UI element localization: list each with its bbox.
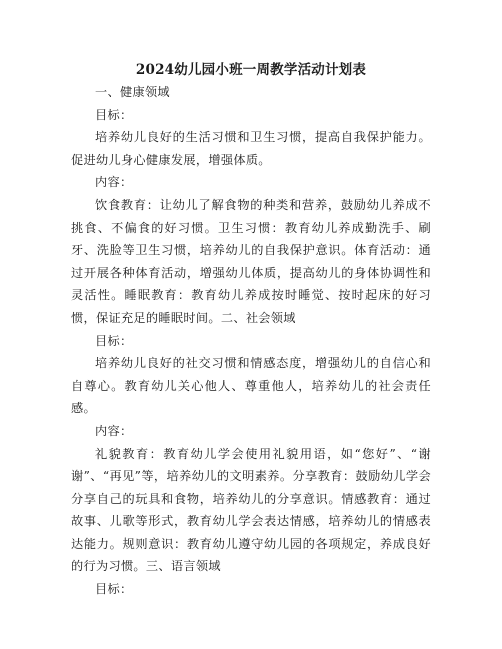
content-label: 内容： xyxy=(95,175,133,190)
goal-label: 目标： xyxy=(95,333,133,348)
document-body xyxy=(71,81,431,601)
goal-paragraph: 培养幼儿良好的生活习惯和卫生习惯，提高自我保护能力。促进幼儿身心健康发展，增强体质。 xyxy=(71,130,431,167)
goal-label: 目标： xyxy=(95,107,133,122)
section-heading-health: 一、健康领域 xyxy=(95,85,170,99)
content-paragraph: 礼貌教育：教育幼儿学会使用礼貌用语，如“您好”、“谢谢”、“再见”等，培养幼儿的文明素养。分享教育：鼓励幼儿学会分享自己的玩具和食物，培养幼儿的分享意识。情感教育：通过故事、儿歌等形式，教育幼儿学会表达情感，培养幼儿的情感表达能力。规则意识：教育幼儿遵守幼儿园的各项规定，养成良好的行为习惯。三、语言领域 xyxy=(71,446,431,574)
goal-paragraph: 培养幼儿良好的社交习惯和情感态度，增强幼儿的自信心和自尊心。教育幼儿关心他人、尊重他人，培养幼儿的社会责任感。 xyxy=(71,356,431,416)
content-paragraph: 饮食教育：让幼儿了解食物的种类和营养，鼓励幼儿养成不挑食、不偏食的好习惯。卫生习惯：教育幼儿养成勤洗手、刷牙、洗脸等卫生习惯，培养幼儿的自我保护意识。体育活动：通过开展各种体育活动，增强幼儿体质，提高幼儿的身体协调性和灵活性。睡眠教育：教育幼儿养成按时睡觉、按时起床的好习惯，保证充足的睡眠时间。二、社会领域 xyxy=(71,197,431,325)
goal-label: 目标： xyxy=(95,582,133,597)
document-title: 2024幼儿园小班一周教学活动计划表 xyxy=(135,62,367,78)
content-label: 内容： xyxy=(95,423,133,438)
